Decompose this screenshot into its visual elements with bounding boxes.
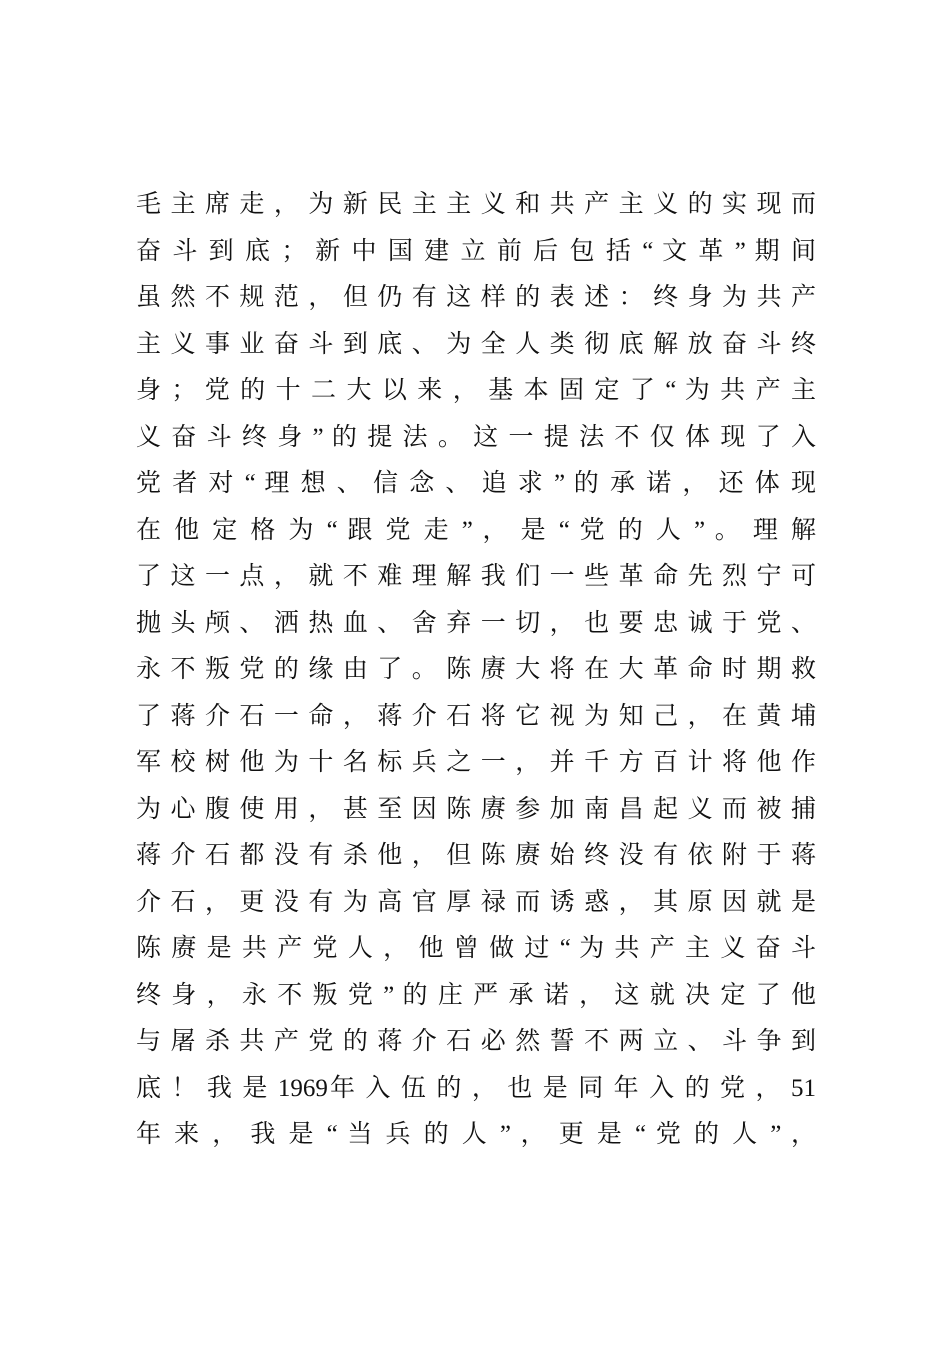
- text-line-14: [136, 787, 816, 834]
- text-line-19-content: 与 屠 杀 共 产 党 的 蒋 介 石 必 然 誓 不 两 立 、 斗 争 到: [136, 1028, 816, 1055]
- text-line-7: [136, 461, 816, 508]
- text-line-6: [136, 415, 816, 462]
- text-line-8-content: 在 他 定 格 为 “ 跟 党 走 ” ， 是 “ 党 的 人 ” 。 理 解: [136, 516, 816, 544]
- text-line-8: [136, 508, 816, 555]
- text-line-18: [136, 973, 816, 1020]
- text-line-16-content: 介 石 ， 更 没 有 为 高 官 厚 禄 而 诱 惑 ， 其 原 因 就 是: [136, 888, 816, 916]
- text-line-10-content: 抛 头 颅 、 洒 热 血 、 舍 弃 一 切 ， 也 要 忠 诚 于 党 、: [136, 609, 816, 637]
- text-line-5-content: 身 ； 党 的 十 二 大 以 来 ， 基 本 固 定 了 “ 为 共 产 主: [136, 377, 816, 404]
- text-line-16: [136, 880, 816, 927]
- text-line-17-content: 陈 赓 是 共 产 党 人 ， 他 曾 做 过 “ 为 共 产 主 义 奋 斗: [136, 935, 816, 962]
- text-line-3: [136, 275, 816, 322]
- text-line-13: [136, 740, 816, 787]
- text-line-21-content: 年 来 ， 我 是 “ 当 兵 的 人 ” ， 更 是 “ 党 的 人 ” ，: [136, 1121, 816, 1148]
- text-line-12: [136, 694, 816, 741]
- text-line-14-content: 为 心 腹 使 用 ， 甚 至 因 陈 赓 参 加 南 昌 起 义 而 被 捕: [136, 795, 816, 823]
- text-line-5: [136, 368, 816, 415]
- text-line-9-content: 了 这 一 点 ， 就 不 难 理 解 我 们 一 些 革 命 先 烈 宁 可: [136, 563, 816, 590]
- text-line-11: [136, 647, 816, 694]
- text-line-11-content: 永 不 叛 党 的 缘 由 了 。 陈 赓 大 将 在 大 革 命 时 期 救: [136, 656, 816, 683]
- text-line-12-content: 了 蒋 介 石 一 命 ， 蒋 介 石 将 它 视 为 知 己 ， 在 黄 埔: [136, 702, 816, 730]
- text-line-2: [136, 229, 816, 276]
- text-line-3-content: 虽 然 不 规 范 ， 但 仍 有 这 样 的 表 述 ： 终 身 为 共 产: [136, 284, 816, 311]
- text-line-2-content: 奋 斗 到 底 ； 新 中 国 建 立 前 后 包 括 “ 文 革 ” 期 间: [136, 237, 816, 265]
- text-line-21: [136, 1112, 816, 1159]
- text-line-10: [136, 601, 816, 648]
- text-line-15: [136, 833, 816, 880]
- text-line-17: [136, 926, 816, 973]
- text-line-6-content: 义 奋 斗 终 身 ” 的 提 法 。 这 一 提 法 不 仅 体 现 了 入: [136, 423, 816, 451]
- text-line-20: [136, 1066, 816, 1113]
- text-line-19: [136, 1019, 816, 1066]
- body-text: [136, 182, 816, 1159]
- text-line-9: [136, 554, 816, 601]
- text-line-20-content: 底 ！ 我 是 1969年 入 伍 的 ， 也 是 同 年 入 的 党 ， 51: [136, 1074, 816, 1102]
- text-line-18-content: 终 身 ， 永 不 叛 党 ” 的 庄 严 承 诺 ， 这 就 决 定 了 他: [136, 981, 816, 1009]
- text-line-13-content: 军 校 树 他 为 十 名 标 兵 之 一 ， 并 千 方 百 计 将 他 作: [136, 749, 816, 776]
- text-line-15-content: 蒋 介 石 都 没 有 杀 他 ， 但 陈 赓 始 终 没 有 依 附 于 蒋: [136, 842, 816, 869]
- text-line-1: [136, 182, 816, 229]
- text-line-1-content: 毛 主 席 走 ， 为 新 民 主 主 义 和 共 产 主 义 的 实 现 而: [136, 191, 816, 218]
- text-line-4: [136, 322, 816, 369]
- text-line-7-content: 党 者 对 “ 理 想 、 信 念 、 追 求 ” 的 承 诺 ， 还 体 现: [136, 470, 816, 497]
- text-line-4-content: 主 义 事 业 奋 斗 到 底 、 为 全 人 类 彻 底 解 放 奋 斗 终: [136, 330, 816, 358]
